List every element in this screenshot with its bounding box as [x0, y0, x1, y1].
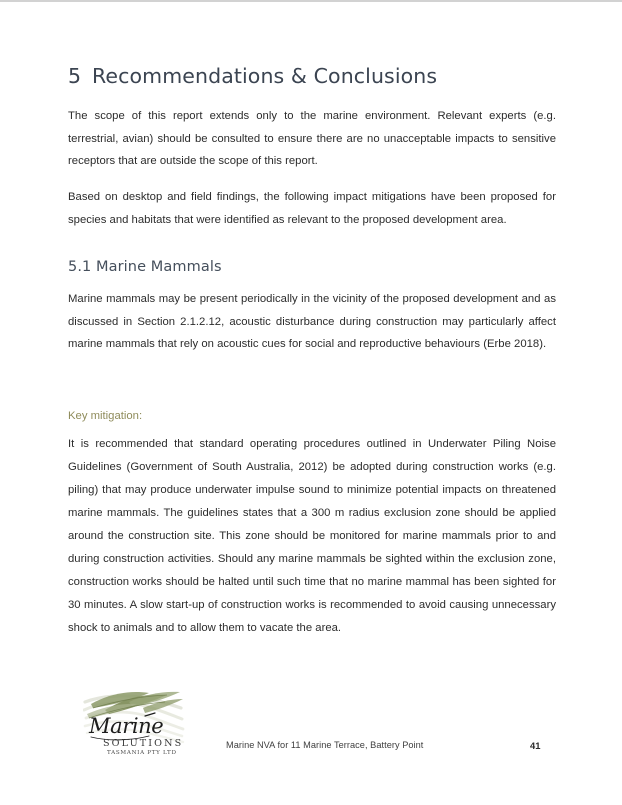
marine-solutions-logo [83, 688, 187, 756]
paragraph-marine-mammals: Marine mammals may be present periodically in the vicinity of the proposed development and as discussed in Section 2.1.2.12, acoustic disturbance during construction may particularly affect marine mammals that rely on acoustic cues for social and reproductive behaviours (Erbe 2018). [68, 292, 556, 351]
subsection-heading-marine-mammals [68, 259, 556, 276]
subsection-title: Marine Mammals [96, 259, 222, 276]
paragraph-scope: The scope of this report extends only to the marine environment. Relevant experts (e.g. terrestrial, avian) should be consulted to ensure there are no unacceptable impacts to sensitive receptors that are outside the scope of this report. [68, 109, 556, 168]
subsection-number: 5.1 [68, 259, 92, 276]
section-number: 5 [68, 64, 82, 88]
footer-document-title: Marine NVA for 11 Marine Terrace, Battery Point [226, 740, 424, 750]
svg-text:Marine: Marine [89, 714, 164, 738]
page-content [68, 64, 556, 640]
spacer [68, 369, 556, 405]
paragraph-key-mitigation: It is recommended that standard operating procedures outlined in Underwater Piling Noise Guidelines (Government of South Australia, 2012) be adopted during construction works (e.g. piling) that may produce underwater impulse sound to minimize potential impacts on threatened marine mammals. The guidelines states that a 300 m radius exclusion zone should be applied around the construction site. This zone should be monitored for marine mammals prior to and during construction activities. Should any marine mammals be sighted within the exclusion zone, construction works should be halted until such time that no marine mammal has been sighted for 30 minutes. A slow start-up of construction works is recommended to avoid causing unnecessary shock to animals and to allow them to vacate the area. [68, 438, 556, 634]
paragraph-findings: Based on desktop and field findings, the following impact mitigations have been proposed for species and habitats that were identified as relevant to the proposed development area. [68, 191, 556, 227]
page-footer [0, 688, 622, 758]
svg-text:TASMANIA PTY LTD: TASMANIA PTY LTD [107, 750, 177, 756]
key-mitigation-label: Key mitigation: [68, 410, 143, 423]
section-heading [68, 64, 556, 89]
footer-page-number: 41 [530, 740, 541, 751]
section-title: Recommendations & Conclusions [92, 64, 438, 88]
svg-text:SOLUTIONS: SOLUTIONS [103, 738, 184, 749]
